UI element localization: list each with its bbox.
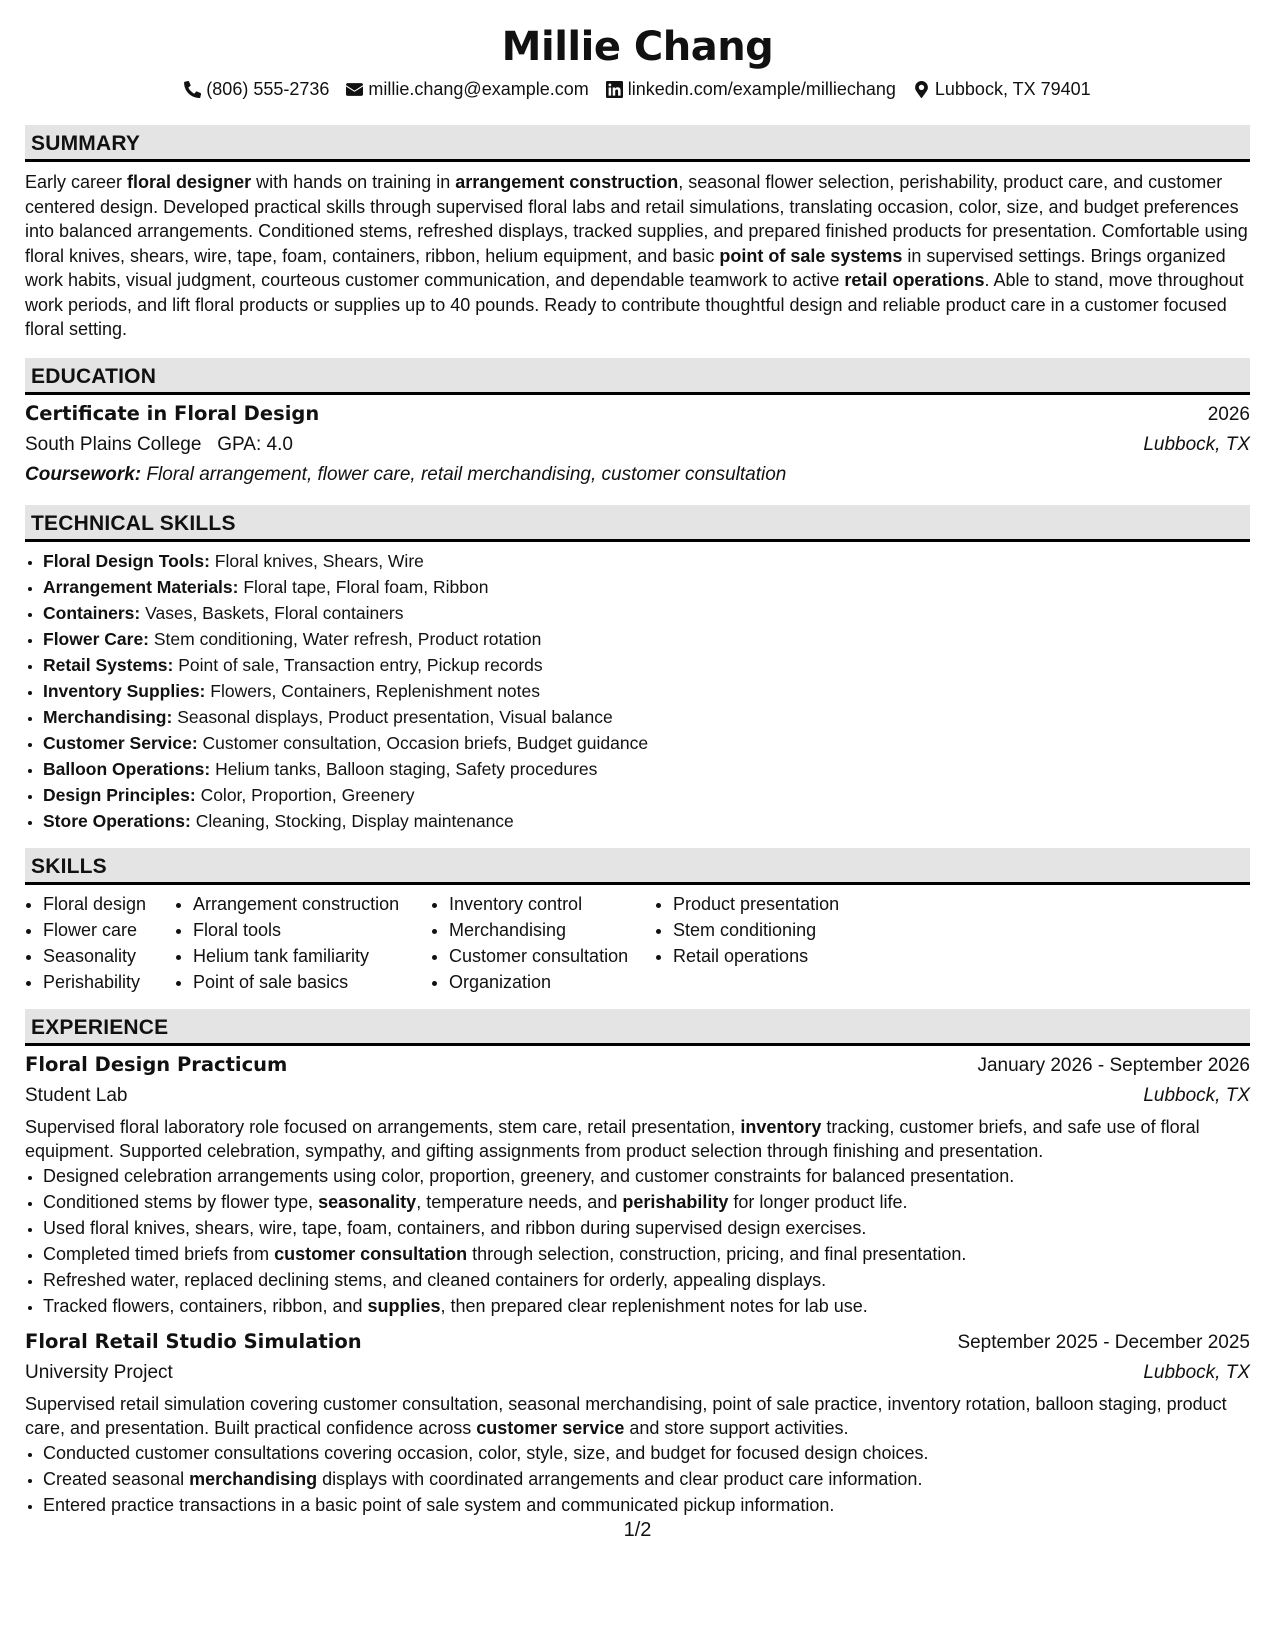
technical-skill-label: Flower Care:	[43, 628, 149, 649]
technical-skill-label: Balloon Operations:	[43, 758, 211, 779]
technical-skill-label: Design Principles:	[43, 784, 196, 805]
job-title: Floral Retail Studio Simulation	[25, 1329, 362, 1353]
contact-email[interactable]	[346, 77, 588, 101]
skills-heading: SKILLS	[25, 848, 1250, 885]
text-segment: Conducted customer consultations covering occasion, color, style, size, and budget for focused design choices.	[43, 1442, 929, 1463]
job-bullet	[43, 1492, 1250, 1518]
technical-skill-value: Seasonal displays, Product presentation, Visual balance	[177, 706, 613, 727]
skill-item: • Floral tools	[193, 917, 407, 943]
job-description	[25, 1115, 1250, 1163]
job-bullet	[43, 1466, 1250, 1492]
bold-keyword: supplies	[367, 1295, 441, 1316]
text-segment: , then prepared clear replenishment notes for lab use.	[440, 1295, 868, 1316]
skill-item: • Point of sale basics	[193, 969, 407, 995]
job-bullets	[25, 1163, 1250, 1319]
job-bullet	[43, 1293, 1250, 1319]
technical-skill-label: Retail Systems:	[43, 654, 174, 675]
skill-item: • Inventory control	[449, 891, 631, 917]
skill-item: • Seasonality	[43, 943, 151, 969]
bold-keyword: perishability	[622, 1191, 729, 1212]
skill-item: • Customer consultation	[449, 943, 631, 969]
job-entry	[25, 1327, 1250, 1518]
degree-title: Certificate in Floral Design	[25, 401, 320, 425]
technical-skill-label: Inventory Supplies:	[43, 680, 206, 701]
technical-skill-item	[43, 548, 1250, 574]
candidate-name: Millie Chang	[501, 24, 774, 70]
technical-skills-section	[25, 505, 1250, 834]
text-segment: Completed timed briefs from	[43, 1243, 275, 1264]
text-segment: , seasonal flower selection, perishability, product care, and customer centered design. Developed practical skills through supervised floral labs and retail simulations, translating occasion, color, size, and budget preferences into balanced arrangements. Conditioned stems, refreshed displays, tracked supplies, and prepared finished products for presentation. Comfortable using floral knives, shears, wire, tape, foam, containers, ribbon, helium equipment, and basic	[25, 172, 1248, 266]
bold-keyword: inventory	[740, 1116, 822, 1137]
bold-keyword: retail operations	[844, 270, 985, 290]
experience-list	[25, 1046, 1250, 1518]
contact-linkedin[interactable]	[606, 77, 896, 101]
skill-item: • Product presentation	[673, 891, 839, 917]
skill-item: • Stem conditioning	[673, 917, 839, 943]
text-segment: Refreshed water, replaced declining stems, and cleaned containers for orderly, appealing displays.	[43, 1269, 827, 1290]
skill-item: • Retail operations	[673, 943, 839, 969]
job-description	[25, 1392, 1250, 1440]
technical-skill-label: Arrangement Materials:	[43, 576, 239, 597]
technical-skill-item	[43, 730, 1250, 756]
text-segment: in supervised settings. Brings organized work habits, visual judgment, courteous customer communication, and dependable teamwork to active	[25, 245, 1226, 290]
technical-skill-item	[43, 600, 1250, 626]
education-section	[25, 358, 1250, 490]
experience-section	[25, 1009, 1250, 1518]
technical-skill-value: Floral knives, Shears, Wire	[214, 550, 424, 571]
page-number: 1/2	[623, 1519, 652, 1541]
text-segment: , temperature needs, and	[416, 1191, 623, 1212]
technical-skill-item	[43, 574, 1250, 600]
technical-skill-item	[43, 626, 1250, 652]
location-pin-icon	[913, 81, 930, 98]
coursework-line	[25, 460, 1250, 490]
technical-skills-list	[25, 548, 1250, 834]
technical-skill-value: Point of sale, Transaction entry, Pickup records	[178, 654, 543, 675]
bold-keyword: seasonality	[318, 1191, 417, 1212]
bold-keyword: customer service	[476, 1417, 625, 1438]
technical-skill-label: Customer Service:	[43, 732, 198, 753]
bold-keyword: floral designer	[127, 172, 252, 192]
technical-skill-item	[43, 808, 1250, 834]
technical-skill-label: Containers:	[43, 602, 141, 623]
contact-bar	[25, 77, 1250, 101]
job-title: Floral Design Practicum	[25, 1052, 288, 1076]
text-segment: Supervised retail simulation covering customer consultation, seasonal merchandising, point of sale practice, inventory rotation, balloon staging, product care, and presentation. Built practical confidence across	[25, 1393, 1227, 1438]
job-dates: January 2026 - September 2026	[977, 1054, 1250, 1076]
technical-skill-value: Flowers, Containers, Replenishment notes	[210, 680, 541, 701]
technical-skill-item	[43, 678, 1250, 704]
job-bullet	[43, 1189, 1250, 1215]
technical-skill-value: Helium tanks, Balloon staging, Safety procedures	[215, 758, 598, 779]
gpa: GPA: 4.0	[217, 433, 293, 455]
summary-heading: SUMMARY	[25, 125, 1250, 162]
education-heading: EDUCATION	[25, 358, 1250, 395]
contact-phone-text: (806) 555-2736	[206, 79, 330, 99]
job-bullet	[43, 1267, 1250, 1293]
text-segment: displays with coordinated arrangements and clear product care information.	[317, 1468, 923, 1489]
job-bullet	[43, 1440, 1250, 1466]
technical-skills-heading: TECHNICAL SKILLS	[25, 505, 1250, 542]
school-line	[25, 430, 293, 460]
skill-item: • Arrangement construction	[193, 891, 407, 917]
contact-location-text: Lubbock, TX 79401	[934, 79, 1091, 99]
text-segment: Created seasonal	[43, 1468, 190, 1489]
skills-grid	[25, 891, 1250, 995]
technical-skill-value: Floral tape, Floral foam, Ribbon	[243, 576, 489, 597]
text-segment: Used floral knives, shears, wire, tape, foam, containers, and ribbon during supervised design exercises.	[43, 1217, 867, 1238]
text-segment: for longer product life.	[728, 1191, 908, 1212]
job-bullet	[43, 1215, 1250, 1241]
text-segment: . Able to stand, move throughout work periods, and lift floral products or supplies up to 40 pounds. Ready to contribute thoughtful design and reliable product care in a customer focused floral setting.	[25, 270, 1244, 339]
envelope-icon	[346, 81, 363, 98]
skill-item: • Merchandising	[449, 917, 631, 943]
coursework-label: Coursework:	[25, 463, 142, 485]
job-bullet	[43, 1163, 1250, 1189]
skills-section	[25, 848, 1250, 995]
job-organization: University Project	[25, 1361, 173, 1383]
technical-skill-value: Customer consultation, Occasion briefs, Budget guidance	[202, 732, 649, 753]
text-segment: through selection, construction, pricing, and final presentation.	[467, 1243, 967, 1264]
text-segment: Designed celebration arrangements using color, proportion, greenery, and customer constraints for balanced presentation.	[43, 1165, 1015, 1186]
phone-icon	[184, 81, 201, 98]
job-location: Lubbock, TX	[1143, 1361, 1250, 1383]
technical-skill-item	[43, 652, 1250, 678]
bold-keyword: merchandising	[189, 1468, 318, 1489]
technical-skill-value: Vases, Baskets, Floral containers	[145, 602, 404, 623]
skills-column	[25, 891, 151, 995]
contact-linkedin-text[interactable]: linkedin.com/example/milliechang	[627, 79, 896, 99]
job-bullets	[25, 1440, 1250, 1518]
text-segment: with hands on training in	[251, 172, 456, 192]
contact-email-text[interactable]: millie.chang@example.com	[368, 79, 589, 99]
skill-item: • Floral design	[43, 891, 151, 917]
job-location: Lubbock, TX	[1143, 1084, 1250, 1106]
technical-skill-label: Floral Design Tools:	[43, 550, 210, 571]
skill-item: • Perishability	[43, 969, 151, 995]
contact-phone	[184, 77, 329, 101]
technical-skill-item	[43, 704, 1250, 730]
bold-keyword: point of sale systems	[719, 245, 903, 266]
text-segment: and store support activities.	[624, 1417, 849, 1438]
text-segment: Tracked flowers, containers, ribbon, and	[43, 1295, 368, 1316]
coursework-text: Floral arrangement, flower care, retail merchandising, customer consultation	[146, 463, 787, 485]
text-segment: tracking, customer briefs, and safe use of floral equipment. Supported celebration, sympathy, and gifting assignments from product selection through finishing and presentation.	[25, 1116, 1200, 1161]
skills-column	[175, 891, 407, 995]
graduation-year: 2026	[1207, 403, 1250, 425]
technical-skill-item	[43, 756, 1250, 782]
skills-column	[431, 891, 631, 995]
technical-skill-label: Merchandising:	[43, 706, 173, 727]
bold-keyword: arrangement construction	[455, 172, 679, 192]
job-bullet	[43, 1241, 1250, 1267]
skill-item: • Flower care	[43, 917, 151, 943]
text-segment: Supervised floral laboratory role focused on arrangements, stem care, retail presentation,	[25, 1116, 741, 1137]
job-organization: Student Lab	[25, 1084, 128, 1106]
text-segment: Entered practice transactions in a basic point of sale system and communicated pickup information.	[43, 1494, 835, 1515]
technical-skill-value: Stem conditioning, Water refresh, Product rotation	[153, 628, 542, 649]
job-entry	[25, 1050, 1250, 1319]
skill-item: • Organization	[449, 969, 631, 995]
school-name: South Plains College	[25, 433, 202, 455]
contact-location	[913, 77, 1091, 101]
technical-skill-item	[43, 782, 1250, 808]
summary-text	[25, 170, 1250, 342]
technical-skill-value: Color, Proportion, Greenery	[200, 784, 415, 805]
school-location: Lubbock, TX	[1143, 433, 1250, 455]
text-segment: Conditioned stems by flower type,	[43, 1191, 319, 1212]
skill-item: • Helium tank familiarity	[193, 943, 407, 969]
technical-skill-label: Store Operations:	[43, 810, 191, 831]
summary-section	[25, 125, 1250, 342]
text-segment: Early career	[25, 172, 128, 192]
job-dates: September 2025 - December 2025	[957, 1331, 1250, 1353]
linkedin-icon	[606, 81, 623, 98]
bold-keyword: customer consultation	[274, 1243, 468, 1264]
technical-skill-value: Cleaning, Stocking, Display maintenance	[195, 810, 514, 831]
skills-column	[655, 891, 839, 995]
experience-heading: EXPERIENCE	[25, 1009, 1250, 1046]
